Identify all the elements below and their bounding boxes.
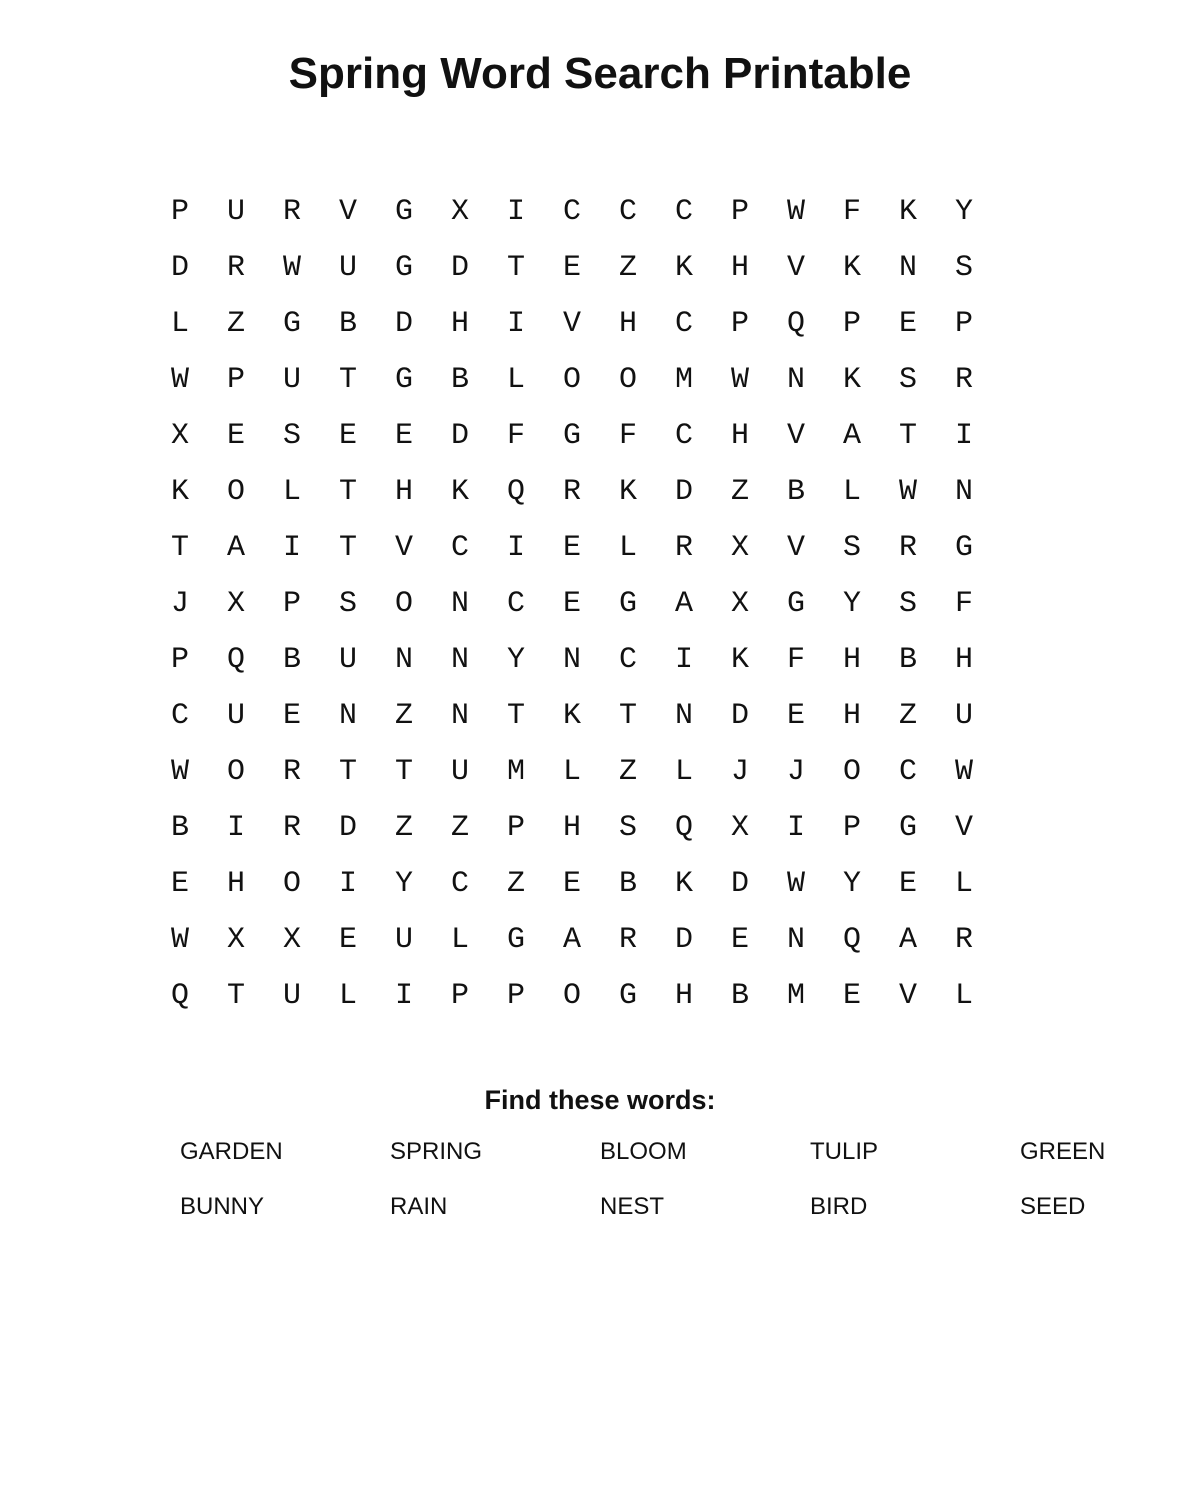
- grid-letter: O: [562, 979, 581, 1013]
- grid-letter: E: [338, 923, 357, 957]
- grid-letter: H: [618, 307, 637, 341]
- grid-letter: P: [954, 307, 973, 341]
- grid-letter: V: [898, 979, 917, 1013]
- grid-letter: K: [842, 251, 861, 285]
- grid-letter: Q: [226, 643, 245, 677]
- grid-letter: R: [618, 923, 637, 957]
- grid-letter: H: [730, 419, 749, 453]
- grid-letter: W: [786, 195, 805, 229]
- grid-letter: J: [730, 755, 749, 789]
- grid-letter: W: [954, 755, 973, 789]
- grid-letter: P: [170, 643, 189, 677]
- grid-letter: B: [282, 643, 301, 677]
- grid-letter: G: [394, 363, 413, 397]
- grid-letter: G: [898, 811, 917, 845]
- grid-letter: A: [842, 419, 861, 453]
- grid-letter: U: [338, 643, 357, 677]
- grid-letter: C: [674, 195, 693, 229]
- grid-letter: O: [226, 755, 245, 789]
- grid-letter: D: [450, 419, 469, 453]
- grid-letter: Z: [394, 699, 413, 733]
- grid-letter: U: [226, 195, 245, 229]
- grid-letter: V: [338, 195, 357, 229]
- grid-letter: K: [898, 195, 917, 229]
- grid-letter: I: [338, 867, 357, 901]
- grid-letter: T: [394, 755, 413, 789]
- grid-letter: L: [674, 755, 693, 789]
- grid-letter: L: [954, 867, 973, 901]
- grid-letter: F: [618, 419, 637, 453]
- grid-letter: T: [338, 475, 357, 509]
- grid-letter: O: [282, 867, 301, 901]
- grid-letter: H: [562, 811, 581, 845]
- grid-letter: V: [394, 531, 413, 565]
- grid-letter: T: [506, 251, 525, 285]
- grid-letter: E: [730, 923, 749, 957]
- grid-letter: V: [786, 419, 805, 453]
- grid-letter: X: [170, 419, 189, 453]
- grid-letter: C: [450, 531, 469, 565]
- word-list-item: NEST: [600, 1193, 665, 1220]
- grid-letter: R: [562, 475, 581, 509]
- grid-letter: A: [226, 531, 245, 565]
- grid-letter: G: [954, 531, 973, 565]
- grid-letter: T: [338, 531, 357, 565]
- grid-letter: C: [674, 307, 693, 341]
- grid-letter: K: [170, 475, 189, 509]
- grid-letter: U: [450, 755, 469, 789]
- grid-letter: Q: [674, 811, 693, 845]
- grid-letter: X: [730, 531, 749, 565]
- grid-letter: D: [730, 867, 749, 901]
- grid-letter: O: [562, 363, 581, 397]
- grid-letter: B: [786, 475, 805, 509]
- grid-letter: P: [842, 307, 861, 341]
- grid-letter: L: [562, 755, 581, 789]
- grid-letter: L: [338, 979, 357, 1013]
- grid-letter: H: [394, 475, 413, 509]
- grid-letter: L: [282, 475, 301, 509]
- grid-letter: S: [282, 419, 301, 453]
- grid-letter: F: [954, 587, 973, 621]
- grid-letter: O: [618, 363, 637, 397]
- grid-letter: I: [394, 979, 413, 1013]
- grid-letter: N: [450, 699, 469, 733]
- grid-letter: U: [954, 699, 973, 733]
- grid-letter: L: [170, 307, 189, 341]
- grid-letter: Z: [226, 307, 245, 341]
- grid-letter: H: [842, 643, 861, 677]
- grid-letter: E: [282, 699, 301, 733]
- grid-letter: D: [394, 307, 413, 341]
- grid-letter: R: [226, 251, 245, 285]
- grid-letter: L: [506, 363, 525, 397]
- word-list-item: BUNNY: [180, 1193, 265, 1220]
- grid-letter: Q: [842, 923, 861, 957]
- grid-letter: C: [618, 643, 637, 677]
- grid-letter: D: [674, 923, 693, 957]
- grid-letter: E: [562, 587, 581, 621]
- grid-letter: G: [562, 419, 581, 453]
- grid-letter: H: [842, 699, 861, 733]
- grid-letter: H: [954, 643, 973, 677]
- word-list-item: SEED: [1020, 1193, 1086, 1220]
- grid-letter: G: [282, 307, 301, 341]
- grid-letter: I: [674, 643, 693, 677]
- grid-letter: E: [562, 867, 581, 901]
- word-list: [180, 1130, 1180, 1240]
- grid-letter: W: [730, 363, 749, 397]
- grid-letter: T: [226, 979, 245, 1013]
- grid-letter: O: [842, 755, 861, 789]
- grid-letter: V: [786, 251, 805, 285]
- grid-letter: A: [898, 923, 917, 957]
- grid-letter: W: [282, 251, 301, 285]
- word-list-item: TULIP: [810, 1138, 879, 1165]
- grid-letter: K: [842, 363, 861, 397]
- grid-letter: X: [730, 811, 749, 845]
- grid-letter: O: [394, 587, 413, 621]
- grid-letter: I: [506, 195, 525, 229]
- grid-letter: P: [506, 811, 525, 845]
- grid-letter: A: [674, 587, 693, 621]
- grid-letter: E: [394, 419, 413, 453]
- grid-letter: R: [898, 531, 917, 565]
- grid-letter: I: [786, 811, 805, 845]
- grid-letter: G: [618, 587, 637, 621]
- grid-letter: Y: [506, 643, 525, 677]
- grid-letter: G: [506, 923, 525, 957]
- grid-letter: Y: [842, 867, 861, 901]
- page-title: Spring Word Search Printable: [288, 49, 912, 98]
- grid-letter: W: [170, 923, 189, 957]
- grid-letter: I: [954, 419, 973, 453]
- grid-letter: B: [450, 363, 469, 397]
- grid-letter: P: [226, 363, 245, 397]
- word-list-item: BLOOM: [600, 1138, 687, 1165]
- grid-letter: V: [954, 811, 973, 845]
- grid-letter: N: [450, 587, 469, 621]
- grid-letter: L: [842, 475, 861, 509]
- grid-letter: Y: [842, 587, 861, 621]
- grid-letter: C: [170, 699, 189, 733]
- grid-letter: W: [786, 867, 805, 901]
- grid-letter: T: [618, 699, 637, 733]
- grid-letter: Z: [450, 811, 469, 845]
- grid-letter: P: [450, 979, 469, 1013]
- word-list-item: SPRING: [390, 1138, 483, 1165]
- grid-letter: J: [170, 587, 189, 621]
- grid-letter: V: [562, 307, 581, 341]
- grid-letter: N: [674, 699, 693, 733]
- grid-letter: P: [506, 979, 525, 1013]
- grid-letter: H: [730, 251, 749, 285]
- grid-letter: S: [898, 587, 917, 621]
- grid-letter: L: [618, 531, 637, 565]
- grid-letter: S: [898, 363, 917, 397]
- grid-letter: N: [898, 251, 917, 285]
- grid-letter: C: [898, 755, 917, 789]
- grid-letter: M: [786, 979, 805, 1013]
- grid-letter: S: [618, 811, 637, 845]
- grid-letter: C: [674, 419, 693, 453]
- grid-letter: N: [450, 643, 469, 677]
- grid-letter: R: [282, 755, 301, 789]
- grid-letter: C: [450, 867, 469, 901]
- grid-letter: E: [842, 979, 861, 1013]
- word-list-item: BIRD: [810, 1193, 868, 1220]
- grid-letter: S: [954, 251, 973, 285]
- grid-letter: P: [170, 195, 189, 229]
- grid-letter: B: [618, 867, 637, 901]
- grid-letter: G: [618, 979, 637, 1013]
- grid-letter: E: [562, 531, 581, 565]
- grid-letter: P: [282, 587, 301, 621]
- grid-letter: X: [450, 195, 469, 229]
- grid-letter: E: [562, 251, 581, 285]
- grid-letter: W: [898, 475, 917, 509]
- grid-letter: D: [674, 475, 693, 509]
- grid-letter: C: [618, 195, 637, 229]
- grid-letter: E: [338, 419, 357, 453]
- grid-letter: U: [282, 979, 301, 1013]
- grid-letter: F: [506, 419, 525, 453]
- grid-letter: B: [170, 811, 189, 845]
- grid-letter: C: [562, 195, 581, 229]
- grid-letter: H: [450, 307, 469, 341]
- letter-grid: [152, 184, 992, 1024]
- grid-letter: K: [450, 475, 469, 509]
- grid-letter: K: [674, 867, 693, 901]
- grid-letter: L: [954, 979, 973, 1013]
- grid-letter: T: [338, 755, 357, 789]
- grid-letter: G: [394, 251, 413, 285]
- grid-letter: Z: [618, 251, 637, 285]
- grid-letter: I: [226, 811, 245, 845]
- grid-letter: Y: [954, 195, 973, 229]
- word-list-item: GARDEN: [180, 1138, 283, 1165]
- grid-letter: T: [170, 531, 189, 565]
- grid-letter: Z: [394, 811, 413, 845]
- grid-letter: D: [170, 251, 189, 285]
- grid-letter: R: [954, 923, 973, 957]
- grid-letter: N: [562, 643, 581, 677]
- grid-letter: C: [506, 587, 525, 621]
- grid-letter: P: [730, 195, 749, 229]
- grid-letter: W: [170, 363, 189, 397]
- grid-letter: T: [898, 419, 917, 453]
- grid-letter: E: [170, 867, 189, 901]
- grid-letter: K: [674, 251, 693, 285]
- grid-letter: H: [226, 867, 245, 901]
- grid-letter: E: [226, 419, 245, 453]
- grid-letter: D: [730, 699, 749, 733]
- grid-letter: T: [338, 363, 357, 397]
- grid-letter: H: [674, 979, 693, 1013]
- grid-letter: R: [282, 811, 301, 845]
- find-words-heading: Find these words:: [484, 1085, 716, 1115]
- grid-letter: T: [506, 699, 525, 733]
- grid-letter: R: [954, 363, 973, 397]
- grid-letter: N: [394, 643, 413, 677]
- grid-letter: Q: [506, 475, 525, 509]
- grid-letter: R: [674, 531, 693, 565]
- grid-letter: X: [226, 587, 245, 621]
- grid-letter: A: [562, 923, 581, 957]
- grid-letter: V: [786, 531, 805, 565]
- grid-letter: U: [282, 363, 301, 397]
- grid-letter: W: [170, 755, 189, 789]
- grid-letter: U: [338, 251, 357, 285]
- grid-letter: Y: [394, 867, 413, 901]
- grid-letter: F: [786, 643, 805, 677]
- grid-letter: X: [282, 923, 301, 957]
- grid-letter: X: [226, 923, 245, 957]
- grid-letter: R: [282, 195, 301, 229]
- grid-letter: P: [842, 811, 861, 845]
- grid-letter: N: [338, 699, 357, 733]
- grid-letter: S: [338, 587, 357, 621]
- grid-letter: X: [730, 587, 749, 621]
- grid-letter: N: [786, 363, 805, 397]
- grid-letter: B: [730, 979, 749, 1013]
- grid-letter: E: [786, 699, 805, 733]
- word-list-item: RAIN: [390, 1193, 448, 1220]
- grid-letter: I: [282, 531, 301, 565]
- grid-letter: P: [730, 307, 749, 341]
- grid-letter: M: [506, 755, 525, 789]
- grid-letter: K: [618, 475, 637, 509]
- grid-letter: F: [842, 195, 861, 229]
- grid-letter: E: [898, 867, 917, 901]
- grid-letter: K: [562, 699, 581, 733]
- grid-letter: L: [450, 923, 469, 957]
- grid-letter: O: [226, 475, 245, 509]
- grid-letter: D: [338, 811, 357, 845]
- grid-letter: D: [450, 251, 469, 285]
- grid-letter: B: [338, 307, 357, 341]
- grid-letter: Q: [170, 979, 189, 1013]
- grid-letter: G: [394, 195, 413, 229]
- grid-letter: B: [898, 643, 917, 677]
- grid-letter: M: [674, 363, 693, 397]
- grid-letter: J: [786, 755, 805, 789]
- grid-letter: U: [394, 923, 413, 957]
- grid-letter: G: [786, 587, 805, 621]
- grid-letter: I: [506, 531, 525, 565]
- grid-letter: N: [954, 475, 973, 509]
- grid-letter: S: [842, 531, 861, 565]
- grid-letter: K: [730, 643, 749, 677]
- grid-letter: Z: [506, 867, 525, 901]
- grid-letter: Z: [618, 755, 637, 789]
- grid-letter: Q: [786, 307, 805, 341]
- grid-letter: U: [226, 699, 245, 733]
- grid-letter: N: [786, 923, 805, 957]
- grid-letter: Z: [730, 475, 749, 509]
- grid-letter: E: [898, 307, 917, 341]
- grid-letter: Z: [898, 699, 917, 733]
- grid-letter: I: [506, 307, 525, 341]
- word-list-item: GREEN: [1020, 1138, 1106, 1165]
